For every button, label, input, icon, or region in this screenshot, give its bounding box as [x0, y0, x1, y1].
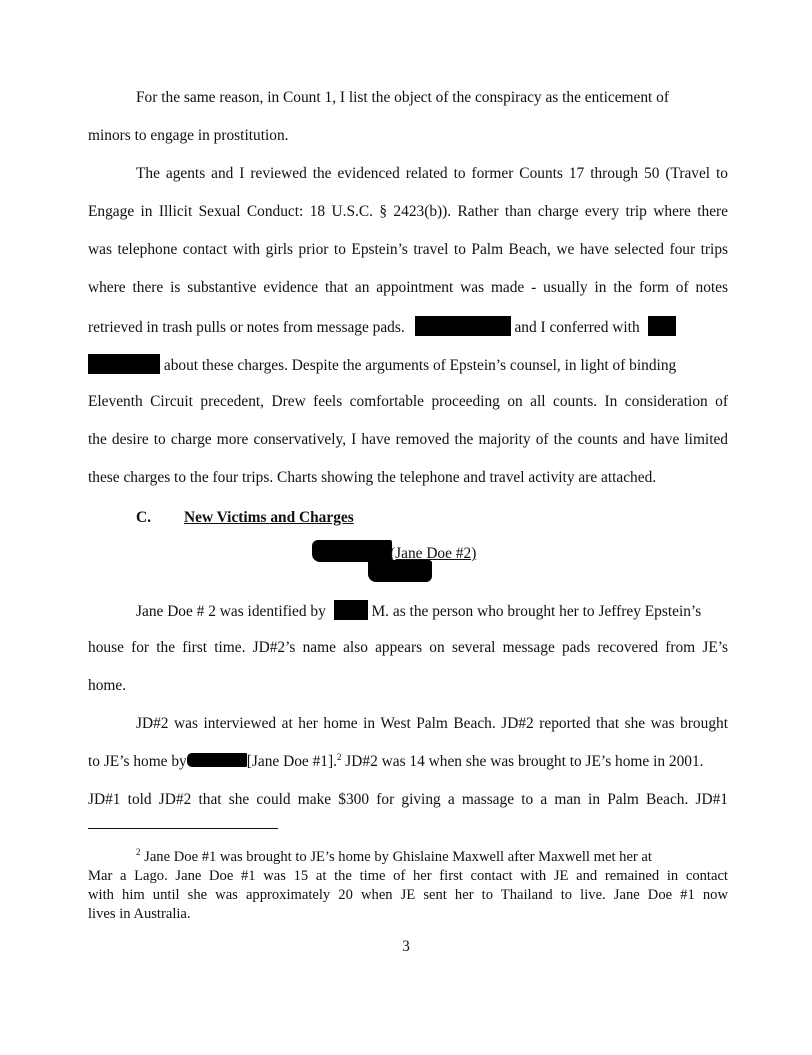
body-text: to JE’s home by — [88, 753, 187, 770]
body-line: house for the first time. JD#2’s name also appears on several message pads recovered from JE’s — [88, 639, 728, 656]
footnote-line: Mar a Lago. Jane Doe #1 was 15 at the time of her first contact with JE and remained in contact — [88, 868, 728, 884]
body-text: M. as the person who brought her to Jeffrey Epstein’s — [371, 603, 702, 620]
section-letter: C. — [136, 509, 151, 526]
footnote-line: with him until she was approximately 20 when JE sent her to Thailand to live. Jane Doe #1 now — [88, 887, 728, 903]
footnote-line — [136, 848, 728, 867]
footnote-text: Jane Doe #1 was brought to JE’s home by Ghislaine Maxwell after Maxwell met her at — [140, 849, 652, 865]
body-line: Engage in Illicit Sexual Conduct: 18 U.S.C. § 2423(b)). Rather than charge every trip where there — [88, 203, 728, 220]
body-line: JD#2 was interviewed at her home in West Palm Beach. JD#2 reported that she was brought — [136, 715, 728, 732]
redaction-block — [415, 316, 511, 336]
subheading: (Jane Doe #2) — [390, 545, 477, 562]
body-line: The agents and I reviewed the evidenced related to former Counts 17 through 50 (Travel to — [136, 165, 728, 182]
body-line: Eleventh Circuit precedent, Drew feels comfortable proceeding on all counts. In consideration of — [88, 393, 728, 410]
body-line: where there is substantive evidence that an appointment was made - usually in the form of notes — [88, 279, 728, 296]
footnote-marker: 2 — [136, 847, 141, 858]
body-line — [88, 354, 728, 376]
body-text: retrieved in trash pulls or notes from message pads. — [88, 319, 405, 336]
body-text: Jane Doe # 2 was identified by — [136, 603, 326, 620]
footnote-rule — [88, 828, 278, 829]
body-line — [136, 600, 728, 622]
body-line: home. — [88, 677, 127, 694]
body-text: about these charges. Despite the arguments of Epstein’s counsel, in light of binding — [163, 357, 677, 374]
redaction-block — [648, 316, 676, 336]
body-line: JD#1 told JD#2 that she could make $300 for giving a massage to a man in Palm Beach. JD#1 — [88, 791, 728, 808]
body-line — [88, 752, 728, 772]
redaction-block — [187, 753, 247, 767]
page-number: 3 — [402, 938, 410, 955]
body-line: minors to engage in prostitution. — [88, 127, 289, 144]
redaction-block — [312, 540, 392, 562]
section-title: New Victims and Charges — [184, 509, 354, 526]
redaction-block — [88, 354, 160, 374]
body-text: and I conferred with — [514, 319, 640, 336]
body-text: JD#2 was 14 when she was brought to JE’s home in 2001. — [341, 753, 704, 770]
body-text: [Jane Doe #1]. — [246, 753, 337, 770]
body-line: the desire to charge more conservatively, I have removed the majority of the counts and have limited — [88, 431, 728, 448]
body-line: was telephone contact with girls prior to Epstein’s travel to Palm Beach, we have selected four trips — [88, 241, 728, 258]
body-line — [88, 316, 728, 338]
body-line: these charges to the four trips. Charts showing the telephone and travel activity are attached. — [88, 469, 657, 486]
footnote-ref: 2 — [336, 751, 342, 762]
redaction-block — [334, 600, 368, 620]
body-line: For the same reason, in Count 1, I list the object of the conspiracy as the enticement of — [136, 89, 669, 106]
footnote-line: lives in Australia. — [88, 906, 191, 922]
